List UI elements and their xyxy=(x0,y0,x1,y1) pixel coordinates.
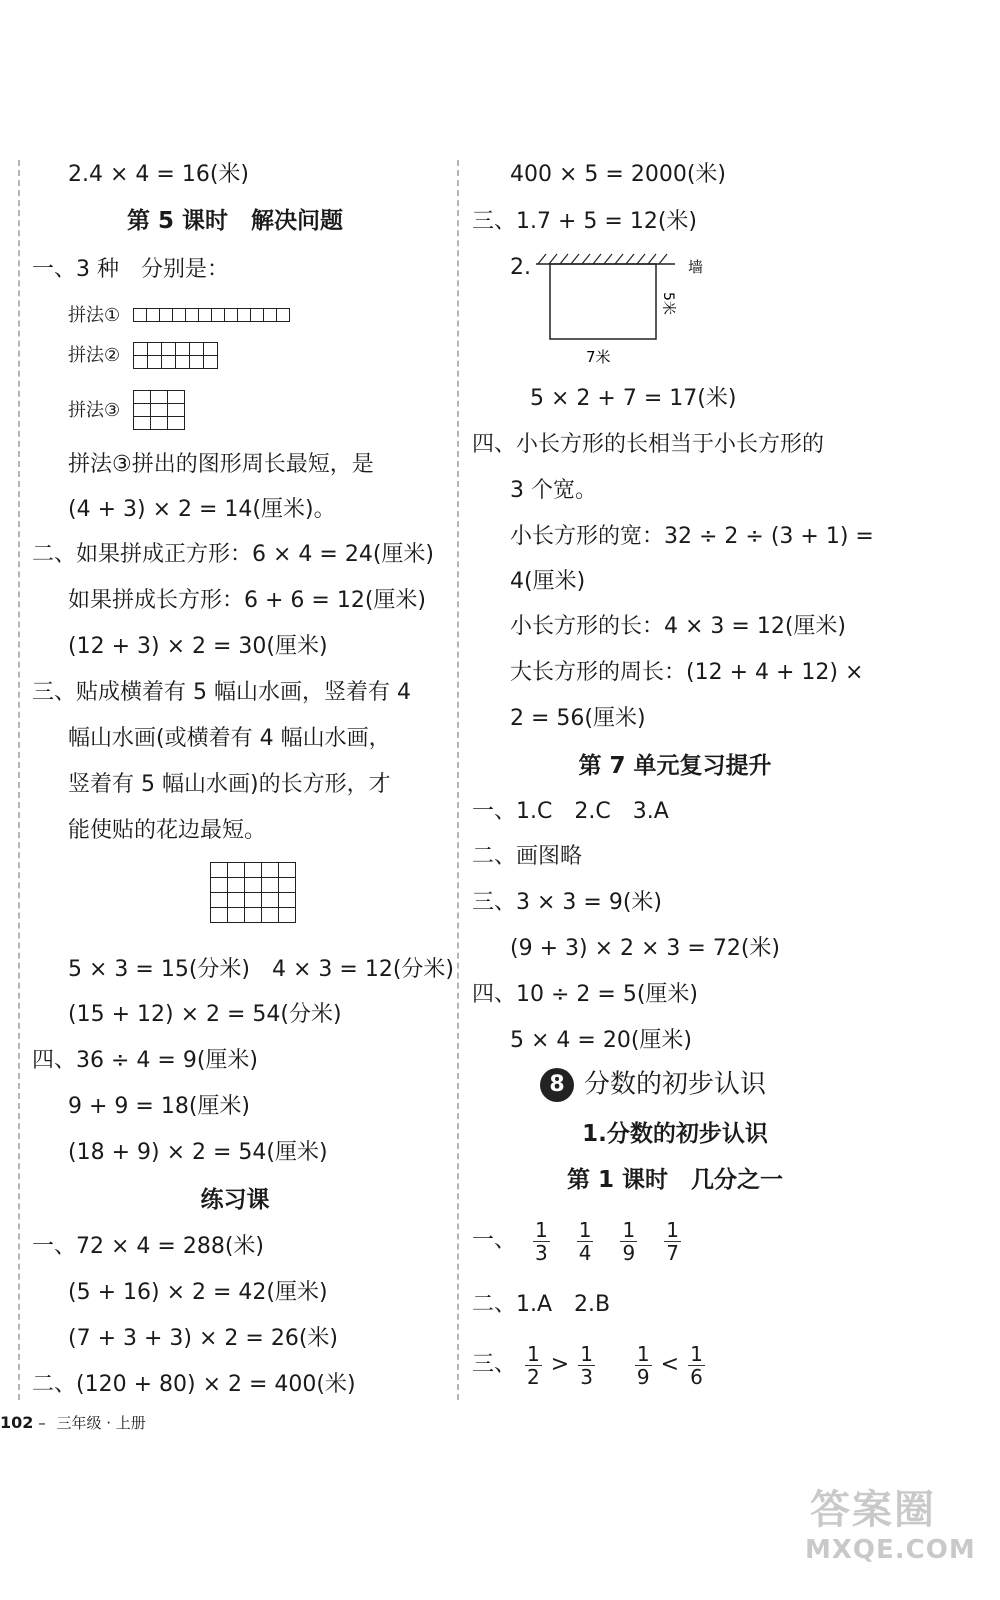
fraction: $\frac{1}{9}$ xyxy=(622,1217,636,1265)
answer-line: 5 × 4 = 20(厘米) xyxy=(510,1028,692,1053)
lesson1-heading: 第 1 课时 几分之一 xyxy=(566,1167,784,1193)
method-3-grid-figure xyxy=(133,390,185,430)
fraction-question-1 xyxy=(472,1214,691,1268)
answer-line: 小长方形的宽：32 ÷ 2 ÷ (3 + 1) = xyxy=(510,524,874,549)
painting-grid-figure xyxy=(210,862,296,923)
answer-line: 2.4 × 4 = 16(米) xyxy=(68,162,249,187)
answer-line: 5 × 2 + 7 = 17(米) xyxy=(530,386,737,411)
bottom-length-label: 7米 xyxy=(586,348,611,366)
footer-dash: – xyxy=(38,1414,46,1432)
unit7-question-1: 一、1.C 2.C 3.A xyxy=(472,799,669,824)
answer-line: (18 + 9) × 2 = 54(厘米) xyxy=(68,1140,328,1165)
answer-line: 竖着有 5 幅山水画)的长方形，才 xyxy=(68,772,391,797)
unit8-title: 分数的初步认识 xyxy=(584,1069,767,1100)
question-3: 三、贴成横着有 5 幅山水画，竖着有 4 xyxy=(32,680,411,705)
method-2-label: 拼法② xyxy=(68,345,121,366)
answer-line: (9 + 3) × 2 × 3 = 72(米) xyxy=(510,936,780,961)
page-number: 102 xyxy=(0,1413,34,1432)
fraction: $\frac{1}{6}$ xyxy=(690,1341,703,1389)
answer-line: 3 个宽。 xyxy=(510,478,597,503)
comparison-operator: > xyxy=(550,1352,570,1377)
practice-heading: 练习课 xyxy=(200,1187,270,1213)
answer-line: 9 + 9 = 18(厘米) xyxy=(68,1094,250,1119)
method-1-row xyxy=(68,300,290,331)
answer-line: (5 + 16) × 2 = 42(厘米) xyxy=(68,1280,328,1305)
fraction: $\frac{1}{2}$ xyxy=(527,1341,540,1389)
question-3: 三、1.7 + 5 = 12(米) xyxy=(472,209,697,234)
unit8-heading xyxy=(540,1068,840,1102)
method-2-row xyxy=(68,340,218,371)
section1-heading: 1.分数的初步认识 xyxy=(582,1121,768,1147)
answer-line: (7 + 3 + 3) × 2 = 26(米) xyxy=(68,1326,338,1351)
wall-label: 墙 xyxy=(688,258,704,276)
answer-line: 2. xyxy=(510,255,531,280)
answer-line: (4 + 3) × 2 = 14(厘米)。 xyxy=(68,497,336,522)
answer-line: 幅山水画(或横着有 4 幅山水画， xyxy=(68,726,391,751)
answer-line: 2 = 56(厘米) xyxy=(510,706,646,731)
method-3-row xyxy=(68,390,185,430)
fraction-question-3 xyxy=(472,1338,707,1392)
question-number: 三、 xyxy=(472,1352,517,1377)
comparison-operator: < xyxy=(660,1352,680,1377)
watermark-url: MXQE.COM xyxy=(805,1535,976,1565)
answer-line: 大长方形的周长：(12 + 4 + 12) × xyxy=(510,660,864,685)
question-2: 二、如果拼成正方形：6 × 4 = 24(厘米) xyxy=(32,542,434,567)
answer-line: 小长方形的长：4 × 3 = 12(厘米) xyxy=(510,614,846,639)
answer-line: (12 + 3) × 2 = 30(厘米) xyxy=(68,634,328,659)
column-divider-dashed-line xyxy=(457,160,459,1400)
fraction: $\frac{1}{7}$ xyxy=(666,1217,679,1265)
unit7-question-3: 三、3 × 3 = 9(米) xyxy=(472,890,662,915)
fraction-question-2: 二、1.A 2.B xyxy=(472,1292,611,1317)
wall-rectangle-figure xyxy=(530,252,710,370)
fraction: $\frac{1}{3}$ xyxy=(535,1217,548,1265)
left-margin-dashed-line xyxy=(18,160,20,1400)
lesson5-heading: 第 5 课时 解决问题 xyxy=(126,208,344,234)
watermark-logo: 答案圈 xyxy=(810,1487,936,1533)
page-footer xyxy=(0,1412,146,1433)
grade-label: 三年级 · 上册 xyxy=(56,1414,146,1432)
answer-line: 400 × 5 = 2000(米) xyxy=(510,162,726,187)
unit7-question-2: 二、画图略 xyxy=(472,844,583,869)
method-2-grid-figure xyxy=(133,342,218,369)
answer-line: 拼法③拼出的图形周长最短，是 xyxy=(68,452,374,477)
method-1-label: 拼法① xyxy=(68,305,121,326)
answer-line: 4(厘米) xyxy=(510,569,586,594)
question-4: 四、小长方形的长相当于小长方形的 xyxy=(472,432,825,457)
practice-question-2: 二、(120 + 80) × 2 = 400(米) xyxy=(32,1372,356,1397)
method-3-label: 拼法③ xyxy=(68,400,121,421)
answer-line: 如果拼成长方形：6 + 6 = 12(厘米) xyxy=(68,588,426,613)
method-1-strip-figure xyxy=(133,308,290,322)
fraction: $\frac{1}{9}$ xyxy=(636,1341,650,1389)
side-length-label: 5米 xyxy=(660,292,676,315)
practice-question-1: 一、72 × 4 = 288(米) xyxy=(32,1234,264,1259)
fraction: $\frac{1}{4}$ xyxy=(578,1217,592,1265)
unit7-question-4: 四、10 ÷ 2 = 5(厘米) xyxy=(472,982,698,1007)
unit-number-badge: 8 xyxy=(540,1068,574,1102)
fraction: $\frac{1}{3}$ xyxy=(580,1341,593,1389)
question-number: 一、 xyxy=(472,1228,517,1253)
unit7-heading: 第 7 单元复习提升 xyxy=(578,753,772,779)
answer-line: (15 + 12) × 2 = 54(分米) xyxy=(68,1002,342,1027)
question-4: 四、36 ÷ 4 = 9(厘米) xyxy=(32,1048,258,1073)
answer-line: 能使贴的花边最短。 xyxy=(68,818,267,843)
answer-line: 5 × 3 = 15(分米) 4 × 3 = 12(分米) xyxy=(68,957,454,982)
question-1: 一、3 种 分别是： xyxy=(32,257,229,282)
